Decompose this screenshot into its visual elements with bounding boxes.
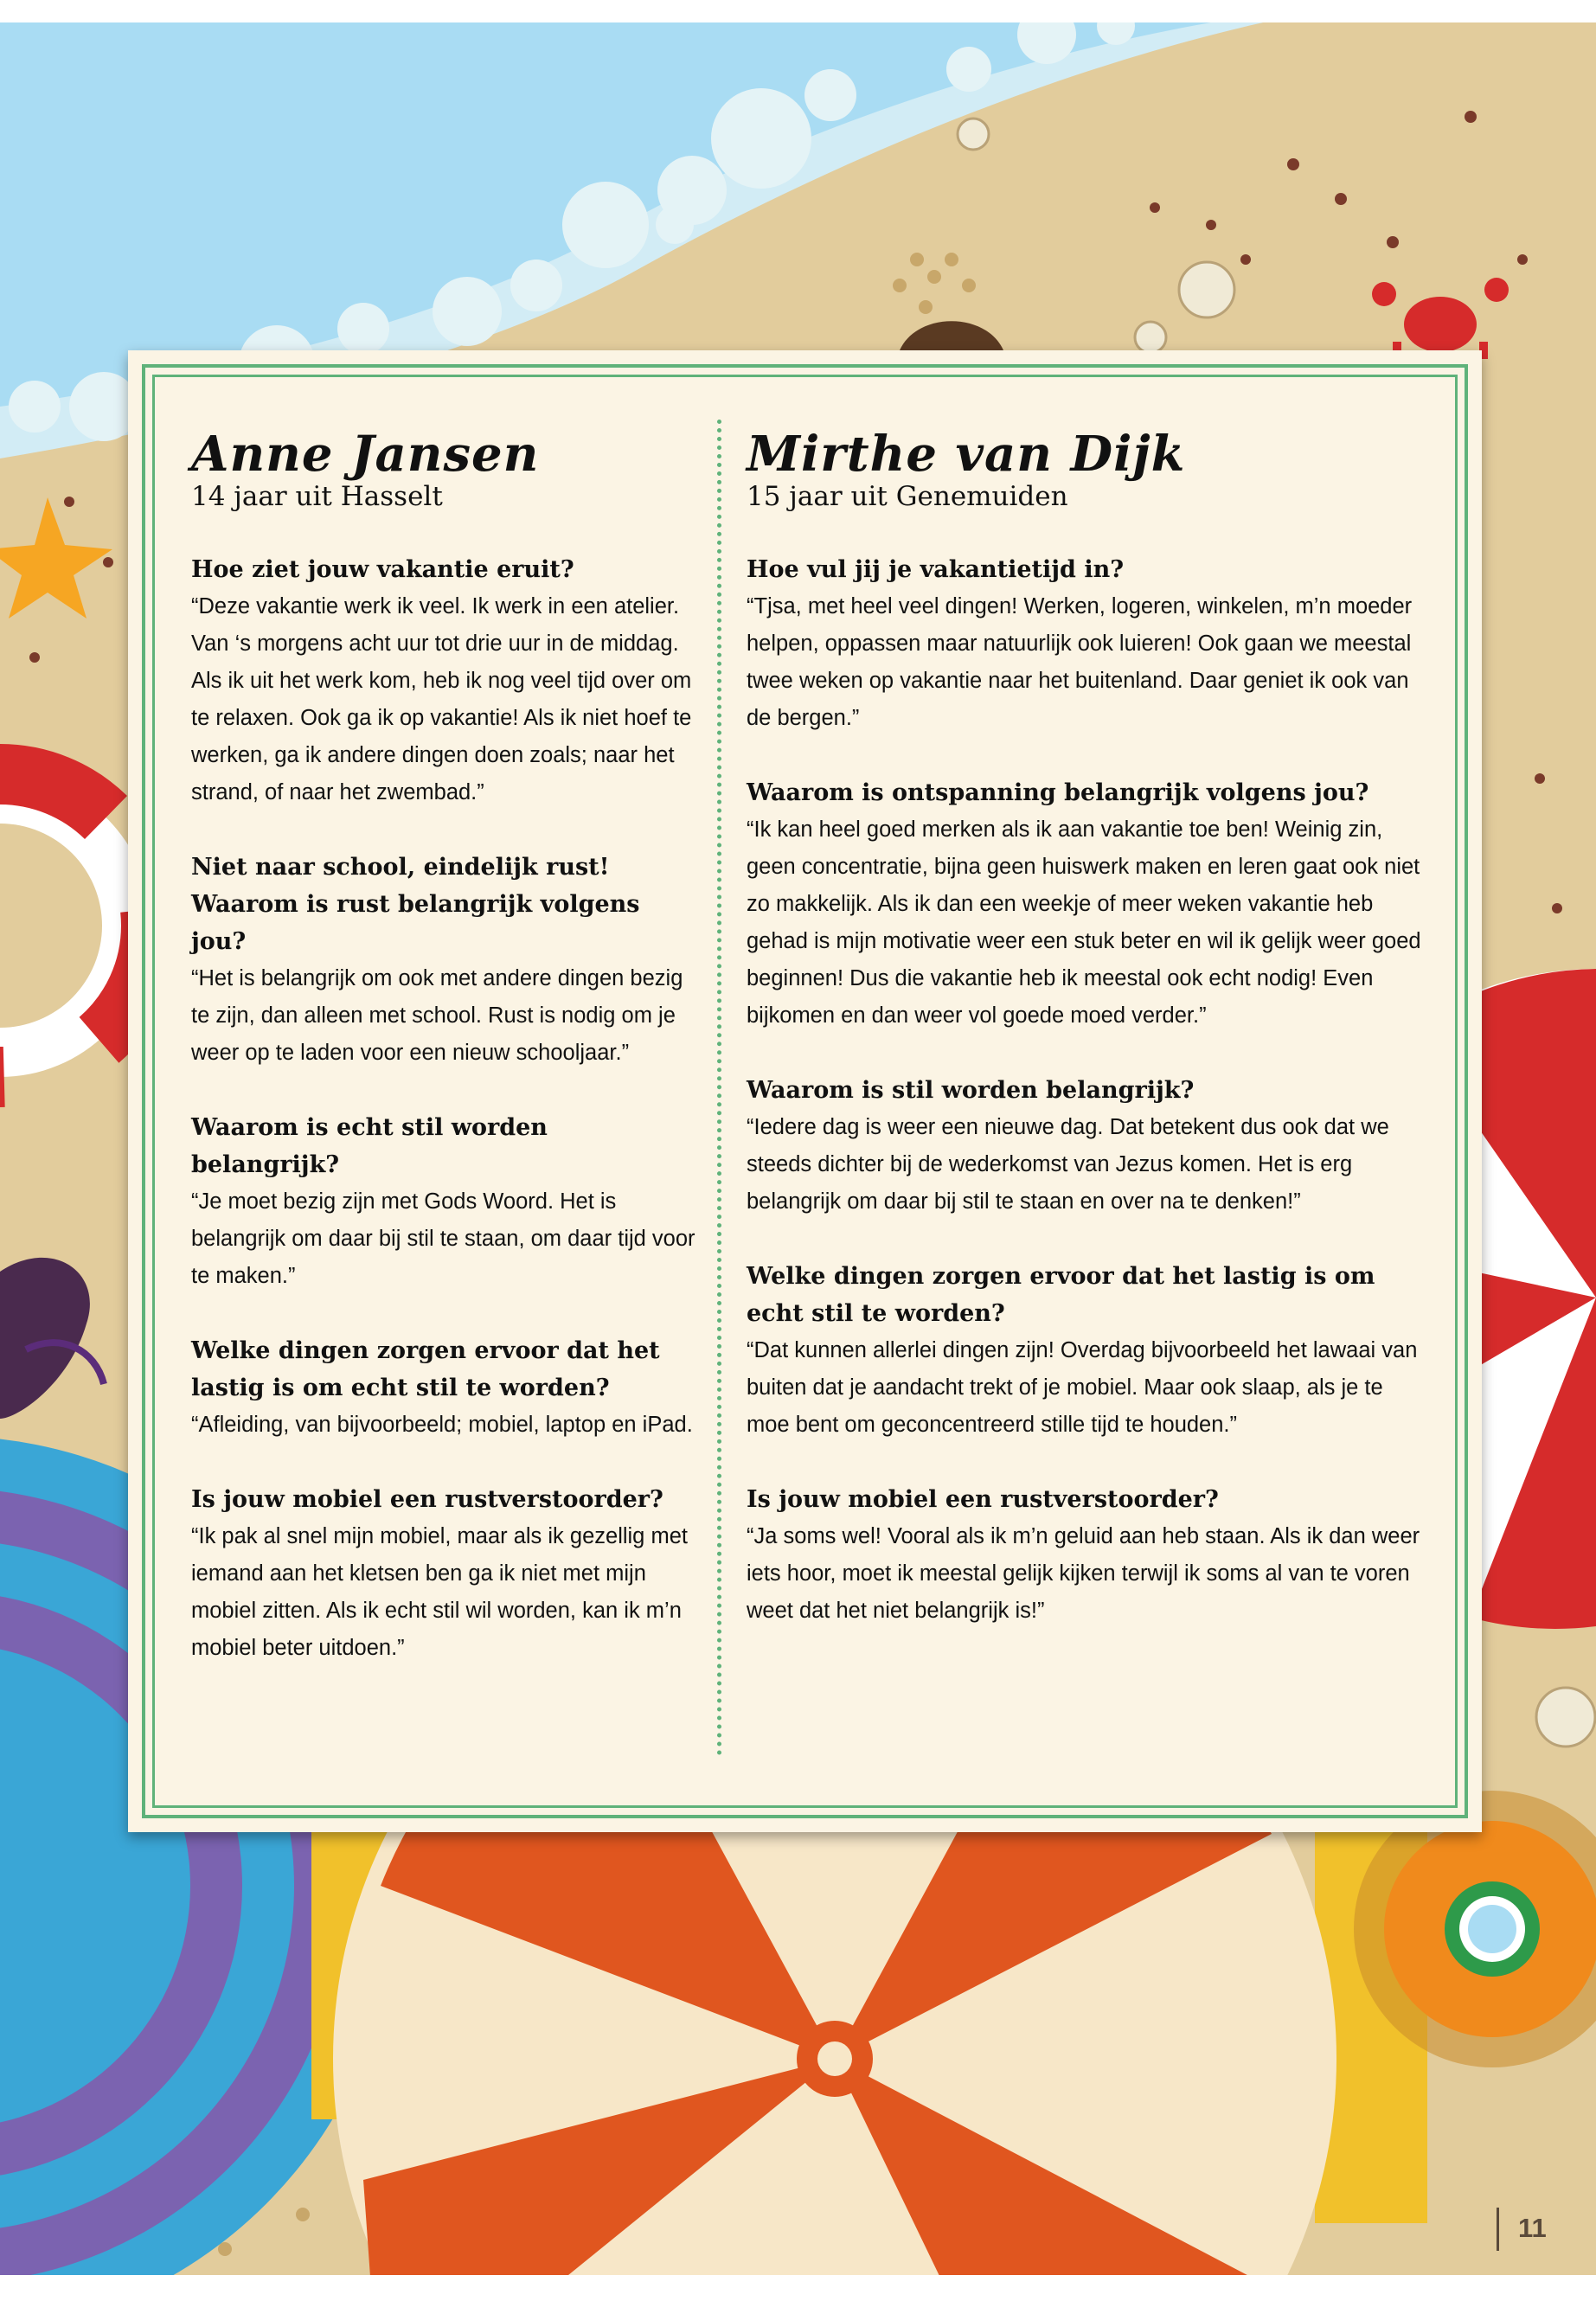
question: Welke dingen zorgen ervoor dat het lastig is om echt stil te worden? (747, 1263, 1375, 1327)
question: Waarom is echt stil worden belangrijk? (191, 1114, 548, 1178)
interview-card (128, 350, 1482, 1832)
question: Hoe vul jij je vakantietijd in? (747, 556, 1125, 583)
person-name: Mirthe van Dijk (747, 426, 1186, 483)
answer: “Afleiding, van bijvoorbeeld; mobiel, laptop en iPad. (191, 1413, 693, 1437)
person-origin: 15 jaar uit Genemuiden (747, 481, 1068, 512)
question: Is jouw mobiel een rustverstoorder? (747, 1486, 1219, 1513)
question: Welke dingen zorgen ervoor dat het lastig is om echt stil te worden? (191, 1337, 660, 1401)
answer: “Deze vakantie werk ik veel. Ik werk in een atelier. Van ‘s morgens acht uur tot drie uur in de middag. Als ik uit het werk kom, heb ik nog veel tijd over om te relaxen. Ook ga ik op vakantie! Als ik niet hoef te werken, ga ik andere dingen doen zoals; naar het strand, of naar het zwembad.” (191, 594, 692, 804)
question: Waarom is ontspanning belangrijk volgens jou? (747, 779, 1369, 806)
question: Hoe ziet jouw vakantie eruit? (191, 556, 574, 583)
question: Is jouw mobiel een rustverstoorder? (191, 1486, 663, 1513)
answer: “Tjsa, met heel veel dingen! Werken, logeren, winkelen, m’n moeder helpen, oppassen maar natuurlijk ook luieren! Ook gaan we meestal twee weken op vakantie naar het buitenland. Daar geniet ik ook van de bergen.” (747, 594, 1413, 730)
page-number-bar (1497, 2208, 1499, 2251)
interview-column-right (747, 428, 1421, 1667)
column-divider (717, 420, 721, 1756)
answer: “Het is belangrijk om ook met andere dingen bezig te zijn, dan alleen met school. Rust is nodig om je weer op te laden voor een nieuw schooljaar.” (191, 966, 683, 1065)
answer: “Ja soms wel! Vooral als ik m’n geluid aan heb staan. Als ik dan weer iets hoor, moet ik meestal gelijk kijken terwijl ik soms al van te voren weet dat het niet belangrijk is!” (747, 1524, 1420, 1623)
person-name: Anne Jansen (191, 426, 540, 483)
answer: “Ik kan heel goed merken als ik aan vakantie toe ben! Weinig zin, geen concentratie, bijna geen huiswerk maken en leren gaat ook niet zo makkelijk. Als ik dan een weekje of meer weken vakantie heb gehad is mijn motivatie weer een stuk beter en wil ik gelijk weer goed beginnen! Dus die vakantie heb ik meestal ook echt nodig! Even bijkomen en dan weer vol goede moed verder.” (747, 817, 1421, 1028)
page-number: 11 (1518, 2213, 1547, 2243)
question: Waarom is stil worden belangrijk? (747, 1077, 1195, 1104)
answer: “Ik pak al snel mijn mobiel, maar als ik gezellig met iemand aan het kletsen ben ga ik niet met mijn mobiel zitten. Als ik echt stil wil worden, kan ik m’n mobiel beter uitdoen.” (191, 1524, 688, 1660)
interview-column-left (191, 428, 702, 1704)
person-origin: 14 jaar uit Hasselt (191, 481, 443, 512)
question: Niet naar school, eindelijk rust! Waarom is rust belangrijk volgens jou? (191, 854, 640, 955)
answer: “Dat kunnen allerlei dingen zijn! Overdag bijvoorbeeld het lawaai van buiten dat je aandacht trekt of je mobiel. Maar ook slaap, als je te moe bent om geconcentreerd stille tijd te houden.” (747, 1338, 1418, 1437)
answer: “Je moet bezig zijn met Gods Woord. Het is belangrijk om daar bij stil te staan, om daar tijd voor te maken.” (191, 1189, 695, 1288)
answer: “Iedere dag is weer een nieuwe dag. Dat betekent dus ook dat we steeds dichter bij de wederkomst van Jezus komen. Het is erg belangrijk om daar bij stil te staan en over na te denken!” (747, 1115, 1389, 1214)
